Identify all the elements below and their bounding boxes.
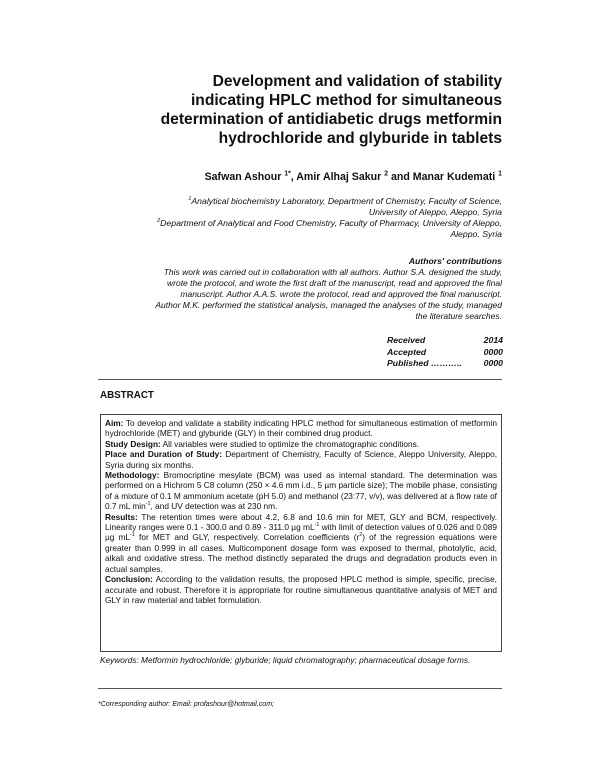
abstract-heading: ABSTRACT: [100, 390, 154, 401]
contributions-line: This work was carried out in collaboration with all authors. Author S.A. designed the study,: [163, 267, 502, 277]
date-value: 0000: [483, 346, 503, 357]
affiliation-text: Department of Analytical and Food Chemistry, Faculty of Pharmacy, University of Aleppo,: [160, 218, 502, 228]
date-row-published: [387, 358, 503, 370]
section-text: Department of Chemistry, Faculty of Science, Aleppo University, Aleppo, Syria during six months.: [105, 449, 498, 470]
section-text: According to the validation results, the proposed HPLC method is simple, specific, precise, accurate and robust. Therefore it is appropriate for routine simultaneous quantitative analysis of MET and GLY in raw material and tablet formulation.: [105, 574, 497, 605]
abstract-methodology: [105, 470, 497, 512]
contributions-text: [96, 267, 502, 322]
section-text: with limit of detection values of 0.026 and 0.089 µg mL: [105, 522, 497, 543]
section-label: Study Design:: [105, 438, 161, 449]
section-text: Bromocriptine mesylate (BCM) was used as internal standard. The determination was performed on a Hichrom 5 C8 column (250 × 4.6 mm i.d., 5 µm particle size); The mobile phase, consisting of a mixture of 0.1 M ammonium acetate (pH 5.0) and methanol (23:77, v/v), was delivered at a flow rate of 0.7 mL min: [105, 470, 498, 512]
divider: [98, 379, 502, 380]
section-label: Place and Duration of Study:: [105, 449, 223, 460]
affiliation-line: [100, 218, 502, 229]
superscript: -1: [145, 501, 151, 508]
abstract-conclusion: [105, 574, 497, 605]
abstract-place: [105, 449, 497, 470]
author-affiliation-marker: 1: [498, 170, 502, 178]
author-name: Amir Alhaj Sakur: [296, 171, 382, 183]
title-line: hydrochloride and glyburide in tablets: [218, 130, 502, 147]
article-dates: [387, 335, 503, 370]
affiliation-line: University of Aleppo, Aleppo, Syria: [368, 207, 502, 217]
section-label: Results:: [105, 511, 138, 522]
section-text: , and UV detection was at 230 nm.: [150, 501, 278, 512]
section-text: To develop and validate a stability indicating HPLC method for simultaneous estimation of metformin hydrochloride (MET) and glyburide (GLY) in their combined drug product.: [105, 418, 498, 439]
section-text: for MET and GLY, respectively. Correlation coefficients (r: [134, 532, 360, 543]
title-line: indicating HPLC method for simultaneous: [190, 92, 502, 109]
section-label: Methodology:: [105, 470, 160, 481]
contributions-heading: Authors' contributions: [408, 256, 502, 266]
paper-title: [100, 72, 502, 148]
section-text: The retention times were about 4.2, 6.8 and 10.6 min for MET, GLY and BCM, respectively. Linearity ranges were 0.1 - 300.0 and 0.89 - 311.0 µg mL: [105, 511, 497, 533]
section-text: ) of the regression equations were greater than 0.999 in all cases. Multicomponent dosage form was exposed to thermal, photolytic, acid, alkali and oxidative stress. The method distinctly separated the drugs and degradation products even in actual samples.: [105, 532, 497, 574]
author-separator: ,: [290, 171, 294, 183]
date-value: 0000: [483, 358, 503, 368]
abstract-box: [100, 414, 502, 652]
superscript: 2: [359, 532, 363, 539]
contributions-line: the literature searches.: [415, 311, 502, 321]
author-affiliation-marker: 1*: [284, 170, 291, 178]
affiliation-line: Aleppo, Syria: [450, 229, 502, 239]
date-label: Received: [387, 335, 426, 345]
author-list: [100, 171, 502, 184]
abstract-results: [105, 512, 497, 574]
affiliation-number: 1: [188, 196, 192, 203]
affiliations: [100, 196, 502, 240]
author-conjunction: and: [391, 171, 410, 183]
affiliation-text: Analytical biochemistry Laboratory, Department of Chemistry, Faculty of Science,: [191, 196, 502, 206]
footnote-divider: [98, 688, 502, 689]
date-row-accepted: [387, 347, 503, 359]
section-label: Aim:: [105, 418, 124, 428]
contributions-line: manuscript. Author A.A.S. wrote the protocol, read and approved the final manuscript.: [180, 289, 502, 299]
contributions-line: Author M.K. performed the statistical analysis, managed the analyses of the study, managed: [155, 300, 502, 310]
author-affiliation-marker: 2: [384, 170, 389, 178]
abstract-study-design: [105, 439, 497, 449]
superscript: -1: [130, 532, 135, 539]
section-label: Conclusion:: [105, 574, 153, 585]
title-line: determination of antidiabetic drugs metformin: [160, 111, 502, 128]
keywords: Keywords: Metformin hydrochloride; glyburide; liquid chromatography; pharmaceutical dosage forms.: [100, 655, 471, 665]
date-row-received: [387, 335, 503, 347]
author-name: Safwan Ashour: [204, 171, 282, 183]
section-text: All variables were studied to optimize the chromatographic conditions.: [162, 438, 420, 449]
date-label: Accepted: [387, 346, 427, 357]
author-name: Manar Kudemati: [412, 171, 496, 183]
abstract-aim: [105, 418, 497, 439]
affiliation-line: [100, 196, 502, 207]
date-label: Published ………..: [387, 358, 462, 368]
superscript: -1: [314, 522, 320, 529]
corresponding-author-footnote: *Corresponding author: Email: profashour@hotmail.com;: [98, 701, 274, 708]
date-value: 2014: [483, 335, 503, 345]
affiliation-number: 2: [157, 218, 161, 225]
contributions-line: wrote the protocol, and wrote the first draft of the manuscript, read and approved the final: [167, 278, 502, 288]
title-line: Development and validation of stability: [212, 73, 502, 90]
